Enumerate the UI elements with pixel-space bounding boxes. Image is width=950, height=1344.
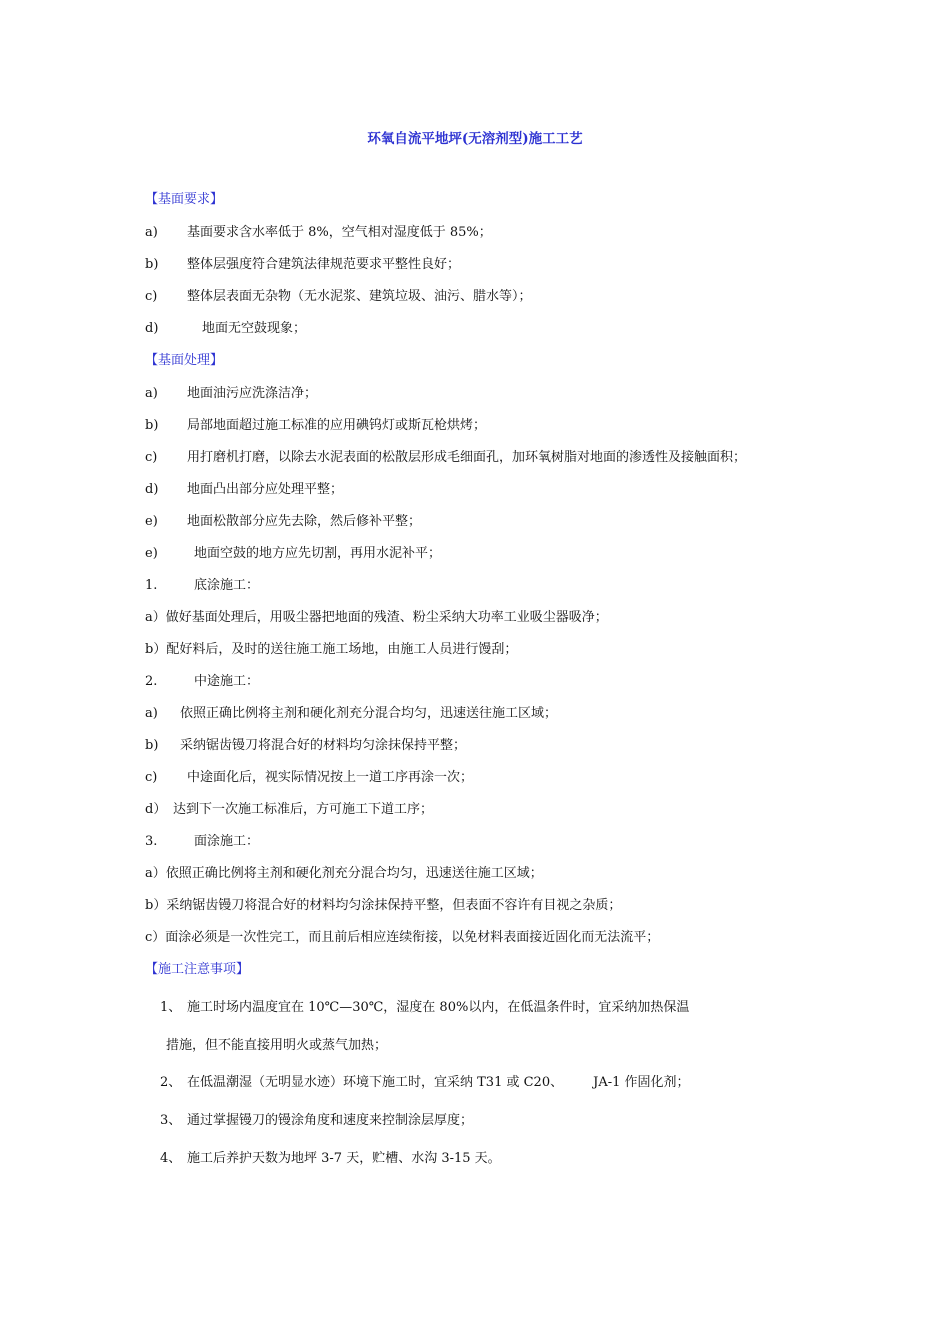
list-item (145, 770, 473, 786)
list-item (145, 514, 421, 530)
note-item (160, 1000, 689, 1016)
step-title: 底涂施工： (194, 578, 260, 593)
heading-precautions: 【施工注意事项】 (145, 962, 250, 977)
note-text: 在低温潮湿（无明显水迹）环境下施工时，宜采纳 T31 或 C20、 (187, 1075, 564, 1090)
step-number: 1. (145, 578, 158, 593)
step-title: 中途施工： (194, 674, 260, 689)
list-item (145, 450, 746, 466)
note-text: 施工时场内温度宜在 10℃—30℃，湿度在 80%以内，在低温条件时，宜采纳加热保温 (187, 1000, 690, 1015)
list-item (145, 418, 486, 434)
list-item (145, 706, 557, 722)
item-text: 采纳锯齿镘刀将混合好的材料均匀涂抹保持平整； (180, 738, 467, 753)
item-marker: e) (145, 546, 158, 561)
item-text: 基面要求含水率低于 8%，空气相对湿度低于 85%； (187, 225, 492, 240)
item-marker: c) (145, 450, 158, 465)
step-number: 2. (145, 674, 158, 689)
item-marker: a) (145, 706, 158, 721)
heading-base-treatment: 【基面处理】 (145, 353, 224, 368)
list-item: b）配好料后，及时的送往施工施工场地，由施工人员进行馒刮； (145, 642, 518, 657)
heading-base-requirements: 【基面要求】 (145, 192, 224, 207)
item-text: 地面无空鼓现象； (202, 321, 307, 336)
item-marker: a) (145, 225, 158, 240)
list-item (145, 386, 317, 402)
note-item (160, 1075, 690, 1091)
list-item: a）依照正确比例将主剂和硬化剂充分混合均匀，迅速送往施工区域； (145, 866, 543, 881)
document-title: 环氧自流平地坪(无溶剂型)施工工艺 (367, 131, 583, 147)
list-item (145, 289, 532, 305)
item-text: 整体层强度符合建筑法律规范要求平整性良好； (187, 257, 461, 272)
note-text-continued: JA-1 作固化剂； (593, 1075, 690, 1090)
item-marker: e) (145, 514, 158, 529)
note-number: 3、 (160, 1113, 182, 1128)
item-text: 中途面化后，视实际情况按上一道工序再涂一次； (187, 770, 474, 785)
item-text: 局部地面超过施工标准的应用碘钨灯或斯瓦枪烘烤； (187, 418, 487, 433)
item-marker: c) (145, 289, 158, 304)
note-number: 2、 (160, 1075, 182, 1090)
item-marker: b) (145, 257, 159, 272)
list-item: a）做好基面处理后，用吸尘器把地面的残渣、粉尘采纳大功率工业吸尘器吸净； (145, 610, 608, 625)
list-item: b）采纳锯齿镘刀将混合好的材料均匀涂抹保持平整，但表面不容许有目视之杂质； (145, 898, 622, 913)
item-marker: d) (145, 321, 159, 336)
list-item (145, 482, 343, 498)
list-item (145, 802, 433, 818)
item-marker: d) (145, 482, 159, 497)
note-item (160, 1151, 501, 1167)
note-text: 通过掌握镘刀的镘涂角度和速度来控制涂层厚度； (187, 1113, 474, 1128)
list-item (145, 738, 466, 754)
item-text: 依照正确比例将主剂和硬化剂充分混合均匀，迅速送往施工区域； (180, 706, 558, 721)
list-item (145, 321, 306, 337)
list-item: c）面涂必须是一次性完工，而且前后相应连续衔接，以免材料表面接近固化而无法流平； (145, 930, 660, 945)
note-text: 施工后养护天数为地坪 3-7 天，贮槽、水沟 3-15 天。 (187, 1151, 501, 1166)
item-marker: d） (145, 802, 167, 817)
item-text: 整体层表面无杂物（无水泥浆、建筑垃圾、油污、腊水等）； (187, 289, 532, 304)
item-text: 地面油污应洗涤洁净； (187, 386, 318, 401)
step-topcoat (145, 834, 259, 850)
item-marker: b) (145, 738, 159, 753)
note-number: 4、 (160, 1151, 182, 1166)
item-text: 用打磨机打磨，以除去水泥表面的松散层形成毛细面孔，加环氧树脂对地面的渗透性及接触面积； (187, 450, 747, 465)
list-item (145, 225, 492, 241)
list-item (145, 546, 441, 562)
item-marker: a) (145, 386, 158, 401)
step-primer (145, 578, 259, 594)
step-number: 3. (145, 834, 158, 849)
list-item (145, 257, 460, 273)
item-text: 地面凸出部分应处理平整； (187, 482, 344, 497)
step-title: 面涂施工： (194, 834, 260, 849)
item-text: 地面松散部分应先去除，然后修补平整； (187, 514, 422, 529)
note-continuation: 措施，但不能直接用明火或蒸气加热； (166, 1038, 388, 1053)
item-marker: c) (145, 770, 158, 785)
step-intermediate (145, 674, 259, 690)
item-text: 地面空鼓的地方应先切割，再用水泥补平； (194, 546, 442, 561)
item-text: 达到下一次施工标准后，方可施工下道工序； (173, 802, 434, 817)
note-item (160, 1113, 473, 1129)
item-marker: b) (145, 418, 159, 433)
note-number: 1、 (160, 1000, 182, 1015)
